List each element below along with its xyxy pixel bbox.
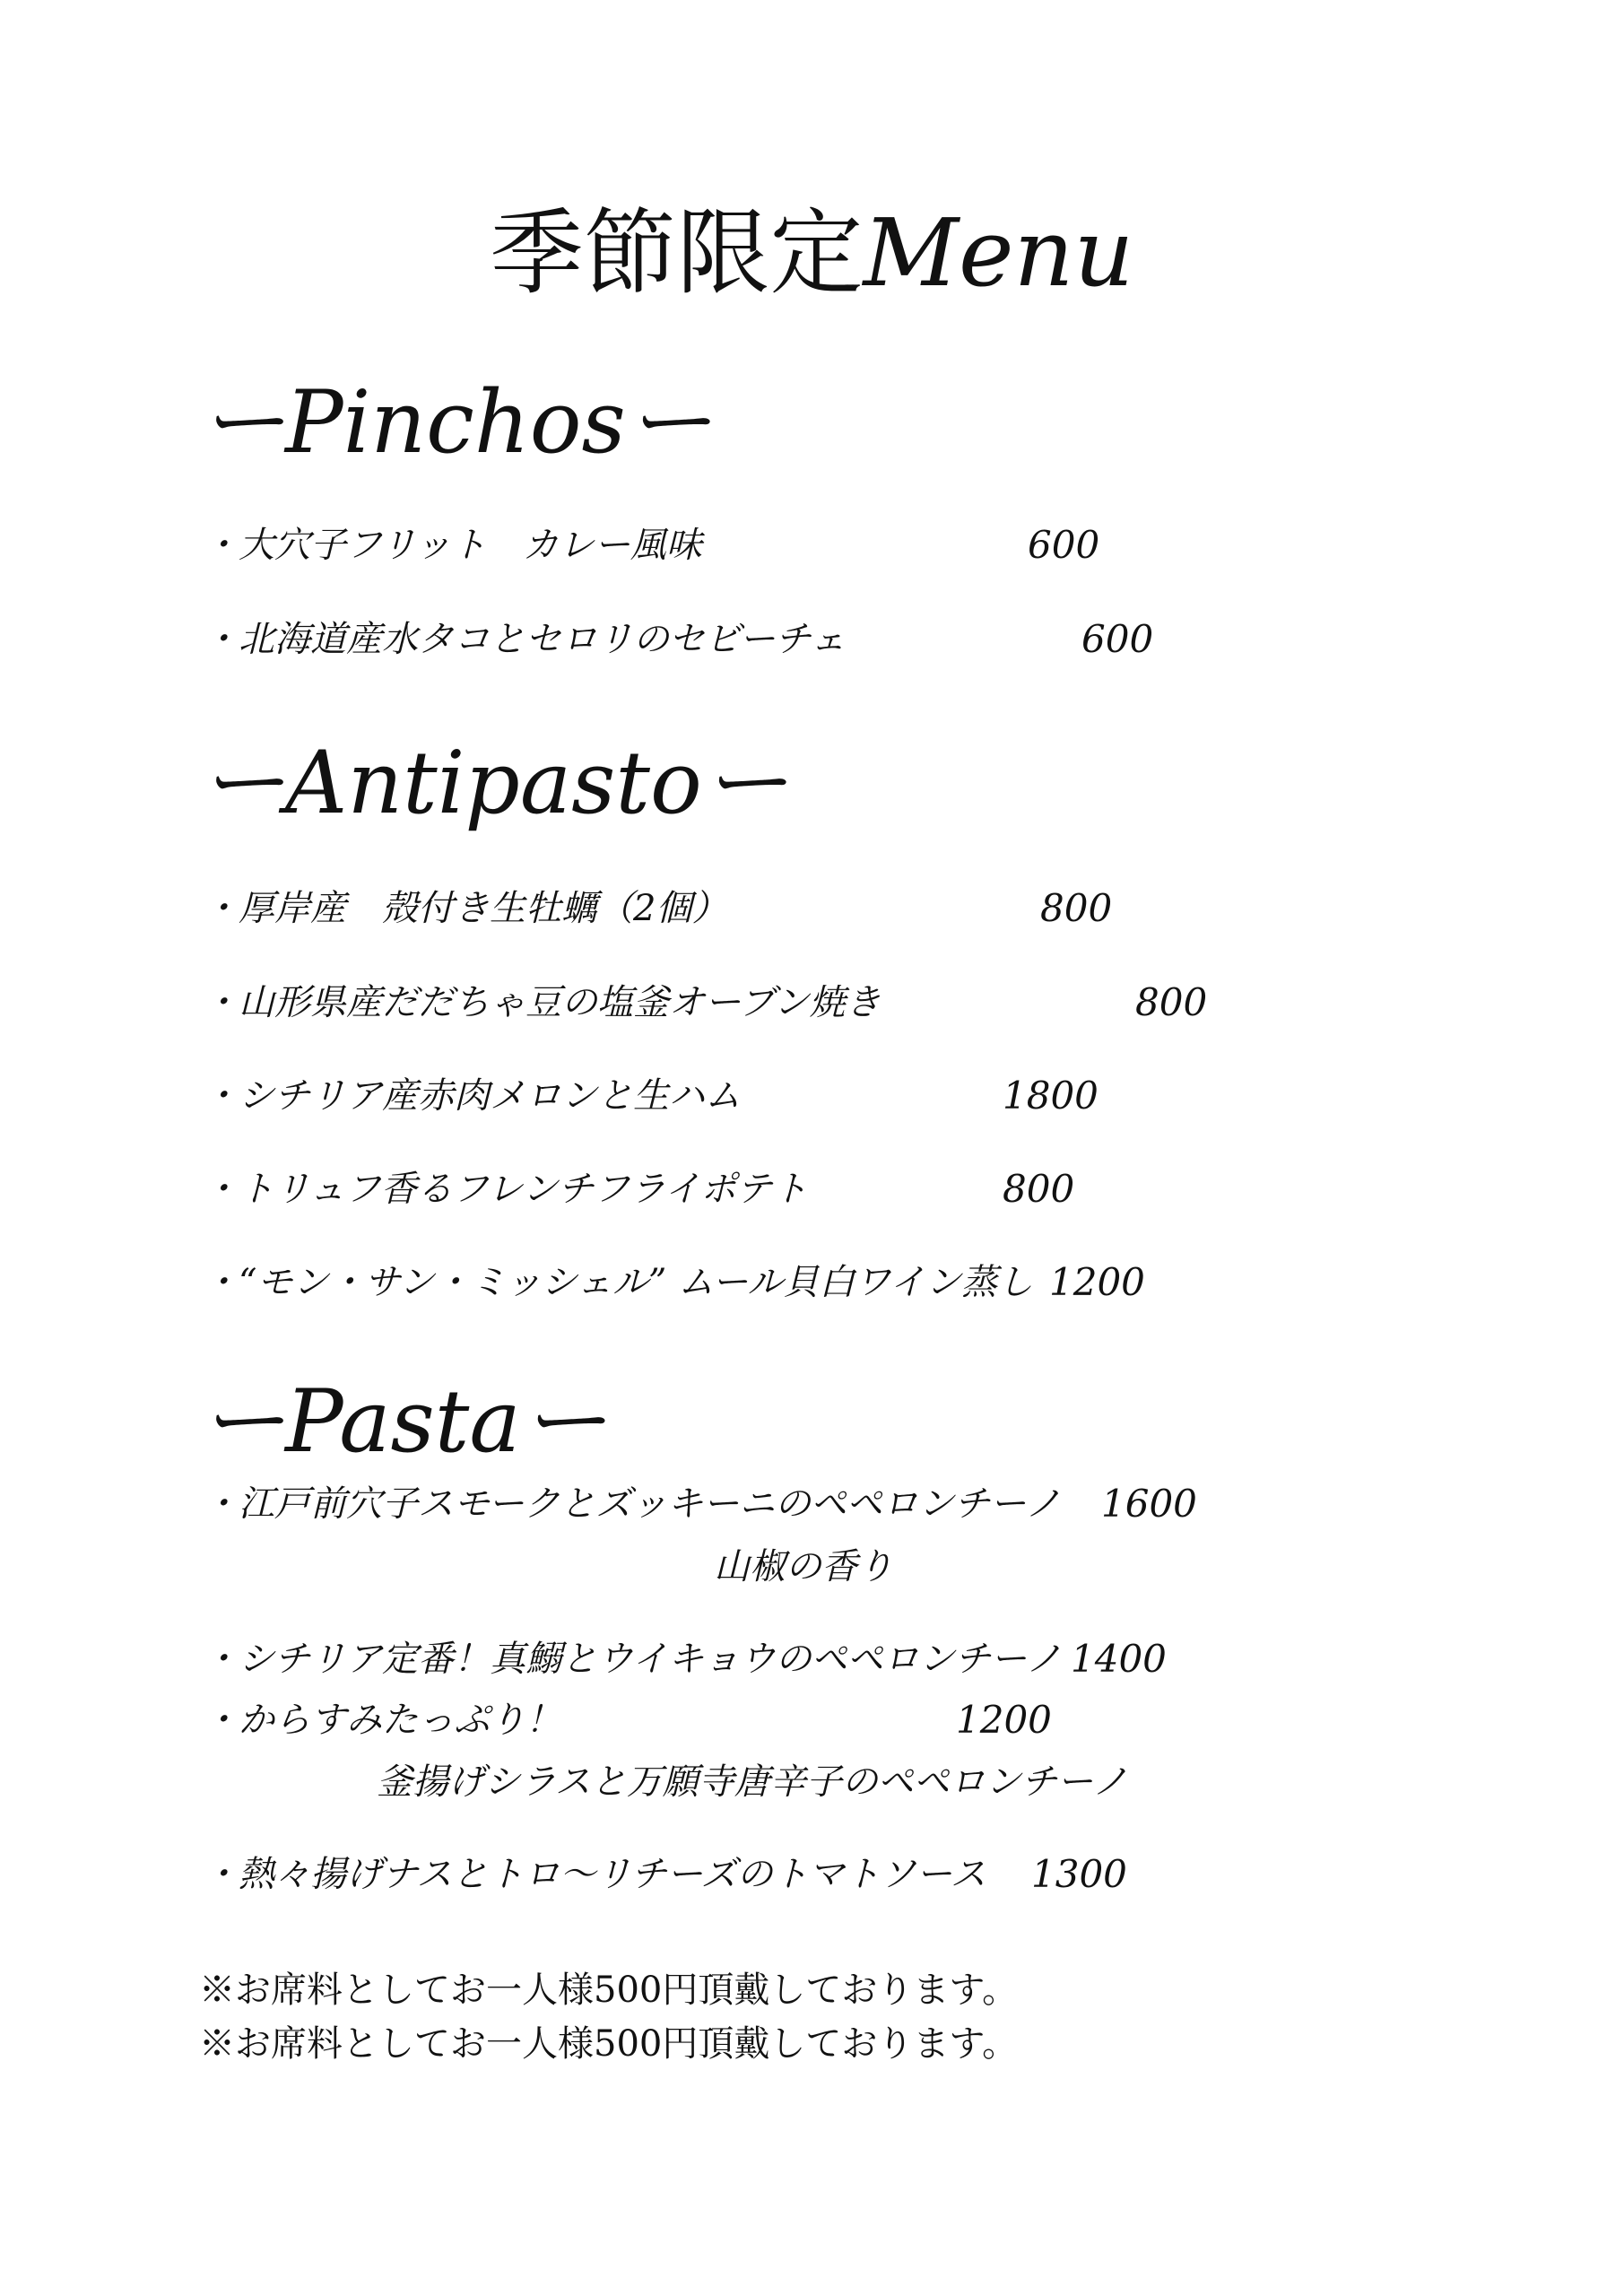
menu-item-name: ・シチリア産赤肉メロンと生ハム xyxy=(203,1075,741,1117)
seating-charge-note: ※お席料としてお一人様500円頂戴しております。 xyxy=(199,2023,1019,2065)
menu-item-subtitle: 釜揚げシラスと万願寺唐辛子のペペロンチーノ xyxy=(377,1761,1128,1803)
menu-item-price: 1600 xyxy=(1101,1482,1197,1526)
menu-title xyxy=(0,199,1624,307)
menu-item-price: 1200 xyxy=(1049,1260,1145,1304)
menu-item-name: ・江戸前穴子スモークとズッキーニのペペロンチーノ xyxy=(203,1483,1062,1525)
menu-item-price: 800 xyxy=(1040,886,1113,930)
menu-item-name: ・熱々揚げナスとトロ～リチーズのトマトソース xyxy=(203,1854,986,1895)
section-heading-pinchos: ーPinchosー xyxy=(199,372,712,473)
menu-item-price: 1400 xyxy=(1071,1637,1167,1681)
menu-title-jp: 季節限定 xyxy=(490,198,864,308)
menu-item-price: 800 xyxy=(1003,1167,1075,1211)
seating-charge-note: ※お席料としてお一人様500円頂戴しております。 xyxy=(199,1970,1019,2011)
menu-title-en: Menu xyxy=(863,198,1134,308)
menu-item-price: 600 xyxy=(1028,523,1100,567)
menu-item-price: 1200 xyxy=(956,1698,1052,1742)
section-heading-antipasto: ーAntipastoー xyxy=(199,733,788,833)
menu-item-name: ・“モン・サン・ミッシェル” ムール貝白ワイン蒸し xyxy=(203,1262,1034,1303)
menu-item-price: 600 xyxy=(1081,617,1154,661)
menu-item-name: ・からすみたっぷり！ xyxy=(203,1700,561,1741)
menu-item-name: ・厚岸産 殻付き生牡蠣（2個） xyxy=(203,888,728,929)
menu-item-price: 1800 xyxy=(1003,1074,1099,1118)
menu-item-price: 1300 xyxy=(1031,1852,1127,1896)
menu-item-name: ・北海道産水タコとセロリのセビーチェ xyxy=(203,619,847,660)
menu-item-price: 800 xyxy=(1135,980,1208,1024)
menu-item-subtitle: 山椒の香り xyxy=(714,1546,893,1587)
menu-item-name: ・大穴子フリット カレー風味 xyxy=(203,525,702,566)
menu-item-name: ・シチリア定番！真鰯とウイキョウのペペロンチーノ xyxy=(203,1639,1062,1680)
section-heading-pasta: ーPastaー xyxy=(199,1371,607,1472)
menu-item-name: ・山形県産だだちゃ豆の塩釜オーブン焼き xyxy=(203,982,881,1023)
menu-item-name: ・トリュフ香るフレンチフライポテト xyxy=(203,1169,808,1210)
